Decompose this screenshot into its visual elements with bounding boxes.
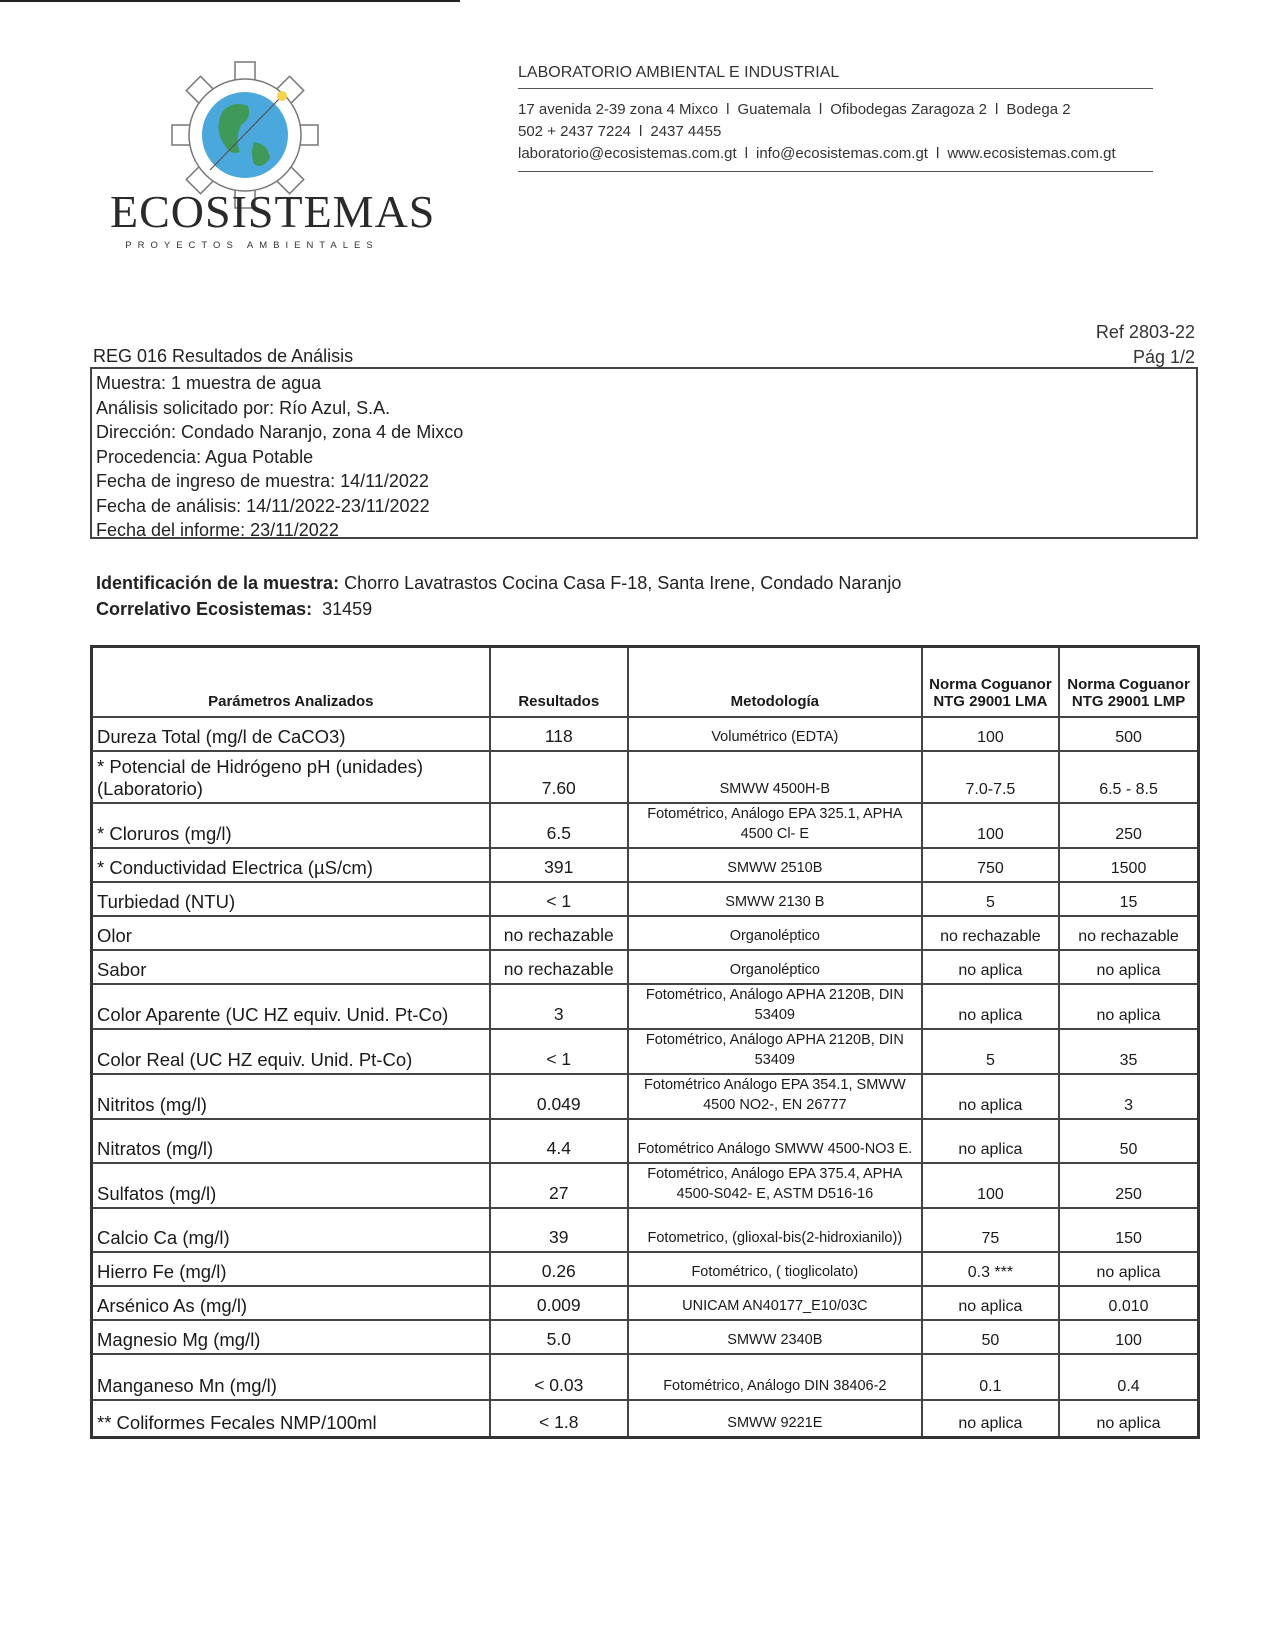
cell-parameter: Nitritos (mg/l)	[92, 1074, 490, 1119]
cell-parameter: Turbiedad (NTU)	[92, 882, 490, 916]
cell-result: 27	[490, 1163, 628, 1208]
header-lmp: Norma Coguanor NTG 29001 LMP	[1059, 647, 1198, 717]
cell-result: 3	[490, 984, 628, 1029]
sample-corr-label: Correlativo Ecosistemas:	[96, 599, 313, 619]
cell-lmp: 6.5 - 8.5	[1059, 751, 1198, 803]
cell-methodology: Organoléptico	[628, 950, 922, 984]
sample-info-box	[90, 367, 1198, 539]
phone-1: 502 + 2437 7224	[518, 123, 632, 140]
cell-result: 5.0	[490, 1320, 628, 1354]
cell-lma: no aplica	[922, 1286, 1059, 1320]
cell-result: < 1	[490, 1029, 628, 1074]
cell-lma: 7.0-7.5	[922, 751, 1059, 803]
address-unit: Bodega 2	[1006, 101, 1071, 118]
cell-lmp: no rechazable	[1059, 916, 1198, 950]
scan-edge-line	[0, 0, 460, 2]
cell-result: 6.5	[490, 803, 628, 848]
cell-lmp: 0.4	[1059, 1354, 1198, 1400]
cell-methodology: Organoléptico	[628, 916, 922, 950]
table-row	[92, 916, 1199, 950]
cell-parameter: Nitratos (mg/l)	[92, 1119, 490, 1163]
cell-parameter: * Conductividad Electrica (µS/cm)	[92, 848, 490, 882]
table-row	[92, 1252, 1199, 1286]
table-row	[92, 751, 1199, 803]
cell-result: 39	[490, 1208, 628, 1252]
address-city: Guatemala	[737, 101, 811, 118]
lab-phone-line: 502 + 2437 7224 l 2437 4455	[518, 123, 722, 140]
cell-lmp: 15	[1059, 882, 1198, 916]
phone-2: 2437 4455	[650, 123, 722, 140]
sample-corr-value: 31459	[322, 599, 373, 619]
cell-lma: 0.3 ***	[922, 1252, 1059, 1286]
cell-lma: 5	[922, 1029, 1059, 1074]
cell-result: 118	[490, 717, 628, 751]
cell-methodology: Fotométrico Análogo SMWW 4500-NO3 E.	[628, 1119, 922, 1163]
cell-parameter: Sabor	[92, 950, 490, 984]
cell-lmp: 50	[1059, 1119, 1198, 1163]
info-analysis-date: Fecha de análisis: 14/11/2022-23/11/2022	[96, 495, 430, 516]
cell-methodology: Fotométrico, Análogo EPA 325.1, APHA 4500 Cl- E	[628, 803, 922, 848]
lab-header	[518, 64, 1153, 172]
cell-lma: 5	[922, 882, 1059, 916]
cell-methodology: Fotométrico, Análogo EPA 375.4, APHA 4500-S042- E, ASTM D516-16	[628, 1163, 922, 1208]
table-row	[92, 1208, 1199, 1252]
cell-lma: no aplica	[922, 1400, 1059, 1438]
cell-lma: 100	[922, 1163, 1059, 1208]
cell-lmp: no aplica	[1059, 1400, 1198, 1438]
lab-web-line: laboratorio@ecosistemas.com.gt l info@ecosistemas.com.gt l www.ecosistemas.com.gt	[518, 145, 1116, 162]
cell-lmp: 250	[1059, 1163, 1198, 1208]
cell-lmp: 100	[1059, 1320, 1198, 1354]
cell-methodology: Volumétrico (EDTA)	[628, 717, 922, 751]
info-requested-by: Análisis solicitado por: Río Azul, S.A.	[96, 397, 391, 418]
cell-lmp: 150	[1059, 1208, 1198, 1252]
cell-lma: no aplica	[922, 984, 1059, 1029]
cell-result: no rechazable	[490, 950, 628, 984]
cell-parameter: Magnesio Mg (mg/l)	[92, 1320, 490, 1354]
cell-lma: no rechazable	[922, 916, 1059, 950]
reference-block	[1096, 320, 1195, 370]
lab-contact-block	[518, 99, 1153, 172]
cell-lmp: 3	[1059, 1074, 1198, 1119]
cell-lma: no aplica	[922, 1119, 1059, 1163]
table-row	[92, 1163, 1199, 1208]
cell-methodology: SMWW 2510B	[628, 848, 922, 882]
cell-methodology: Fotométrico, Análogo APHA 2120B, DIN 53409	[628, 1029, 922, 1074]
logo-wordmark: ECOSISTEMAS	[110, 186, 436, 237]
info-origin: Procedencia: Agua Potable	[96, 446, 314, 467]
cell-parameter: Olor	[92, 916, 490, 950]
logo-tagline: PROYECTOS AMBIENTALES	[125, 240, 379, 251]
cell-lmp: no aplica	[1059, 950, 1198, 984]
info-intake-date: Fecha de ingreso de muestra: 14/11/2022	[96, 471, 429, 491]
email-info[interactable]: info@ecosistemas.com.gt	[756, 145, 928, 162]
cell-lmp: 500	[1059, 717, 1198, 751]
cell-methodology: Fotométrico, ( tioglicolato)	[628, 1252, 922, 1286]
address-building: Ofibodegas Zaragoza 2	[830, 101, 987, 118]
header-lma: Norma Coguanor NTG 29001 LMA	[922, 647, 1059, 717]
cell-parameter: * Cloruros (mg/l)	[92, 803, 490, 848]
table-row	[92, 1286, 1199, 1320]
cell-result: 0.049	[490, 1074, 628, 1119]
cell-methodology: SMWW 2340B	[628, 1320, 922, 1354]
info-report-date: Fecha del informe: 23/11/2022	[96, 520, 339, 540]
website-link[interactable]: www.ecosistemas.com.gt	[947, 145, 1116, 162]
cell-lmp: no aplica	[1059, 984, 1198, 1029]
table-row	[92, 1029, 1199, 1074]
cell-methodology: Fotométrico Análogo EPA 354.1, SMWW 4500 NO2-, EN 26777	[628, 1074, 922, 1119]
cell-lma: no aplica	[922, 950, 1059, 984]
cell-result: < 0.03	[490, 1354, 628, 1400]
cell-result: 0.26	[490, 1252, 628, 1286]
table-row	[92, 803, 1199, 848]
header-parameters: Parámetros Analizados	[92, 647, 490, 717]
table-row	[92, 1354, 1199, 1400]
company-logo	[100, 60, 436, 260]
table-row	[92, 1119, 1199, 1163]
cell-parameter: Color Real (UC HZ equiv. Unid. Pt-Co)	[92, 1029, 490, 1074]
table-row	[92, 848, 1199, 882]
table-row	[92, 882, 1199, 916]
results-table	[90, 645, 1200, 1439]
header-methodology: Metodología	[628, 647, 922, 717]
cell-result: 0.009	[490, 1286, 628, 1320]
table-row	[92, 717, 1199, 751]
cell-lma: 750	[922, 848, 1059, 882]
cell-lmp: 250	[1059, 803, 1198, 848]
info-sample: Muestra: 1 muestra de agua	[96, 373, 322, 393]
cell-parameter: Hierro Fe (mg/l)	[92, 1252, 490, 1286]
table-row	[92, 984, 1199, 1029]
cell-methodology: SMWW 9221E	[628, 1400, 922, 1438]
table-header-row	[92, 647, 1199, 717]
sample-id-label: Identificación de la muestra:	[96, 573, 340, 593]
sample-id-line	[96, 570, 901, 596]
cell-parameter: * Potencial de Hidrógeno pH (unidades) (Laboratorio)	[92, 751, 490, 803]
cell-result: 7.60	[490, 751, 628, 803]
cell-lmp: no aplica	[1059, 1252, 1198, 1286]
cell-result: no rechazable	[490, 916, 628, 950]
page-number: Pág 1/2	[1132, 347, 1195, 367]
email-lab[interactable]: laboratorio@ecosistemas.com.gt	[518, 145, 737, 162]
table-row	[92, 1400, 1199, 1438]
cell-methodology: UNICAM AN40177_E10/03C	[628, 1286, 922, 1320]
cell-result: 4.4	[490, 1119, 628, 1163]
cell-lma: 100	[922, 803, 1059, 848]
table-row	[92, 1074, 1199, 1119]
report-title: REG 016 Resultados de Análisis	[93, 346, 354, 366]
cell-methodology: Fotométrico, Análogo DIN 38406-2	[628, 1354, 922, 1400]
reference-code: Ref 2803-22	[1095, 322, 1195, 342]
sample-identification	[96, 570, 901, 622]
cell-parameter: Sulfatos (mg/l)	[92, 1163, 490, 1208]
cell-methodology: Fotométrico, Análogo APHA 2120B, DIN 53409	[628, 984, 922, 1029]
cell-lma: 50	[922, 1320, 1059, 1354]
cell-parameter: Calcio Ca (mg/l)	[92, 1208, 490, 1252]
lab-name: LABORATORIO AMBIENTAL E INDUSTRIAL	[518, 64, 1153, 89]
address-street: 17 avenida 2-39 zona 4 Mixco	[518, 101, 719, 118]
table-body	[92, 717, 1199, 1438]
sample-corr-line	[96, 596, 901, 622]
cell-parameter: Dureza Total (mg/l de CaCO3)	[92, 717, 490, 751]
cell-lmp: 1500	[1059, 848, 1198, 882]
sample-id-value: Chorro Lavatrastos Cocina Casa F-18, Santa Irene, Condado Naranjo	[344, 573, 902, 593]
cell-parameter: ** Coliformes Fecales NMP/100ml	[92, 1400, 490, 1438]
cell-lma: 75	[922, 1208, 1059, 1252]
table-row	[92, 1320, 1199, 1354]
cell-lma: 0.1	[922, 1354, 1059, 1400]
cell-lmp: 35	[1059, 1029, 1198, 1074]
table-row	[92, 950, 1199, 984]
cell-parameter: Arsénico As (mg/l)	[92, 1286, 490, 1320]
cell-result: 391	[490, 848, 628, 882]
cell-methodology: Fotometrico, (glioxal-bis(2-hidroxianilo))	[628, 1208, 922, 1252]
cell-parameter: Color Aparente (UC HZ equiv. Unid. Pt-Co)	[92, 984, 490, 1029]
cell-result: < 1	[490, 882, 628, 916]
cell-lmp: 0.010	[1059, 1286, 1198, 1320]
lab-address-line: 17 avenida 2-39 zona 4 Mixco l Guatemala l Ofibodegas Zaragoza 2 l Bodega 2	[518, 101, 1071, 118]
cell-methodology: SMWW 4500H-B	[628, 751, 922, 803]
cell-lma: 100	[922, 717, 1059, 751]
cell-result: < 1.8	[490, 1400, 628, 1438]
header-results: Resultados	[490, 647, 628, 717]
cell-parameter: Manganeso Mn (mg/l)	[92, 1354, 490, 1400]
cell-methodology: SMWW 2130 B	[628, 882, 922, 916]
cell-lma: no aplica	[922, 1074, 1059, 1119]
info-address: Dirección: Condado Naranjo, zona 4 de Mixco	[96, 422, 464, 442]
